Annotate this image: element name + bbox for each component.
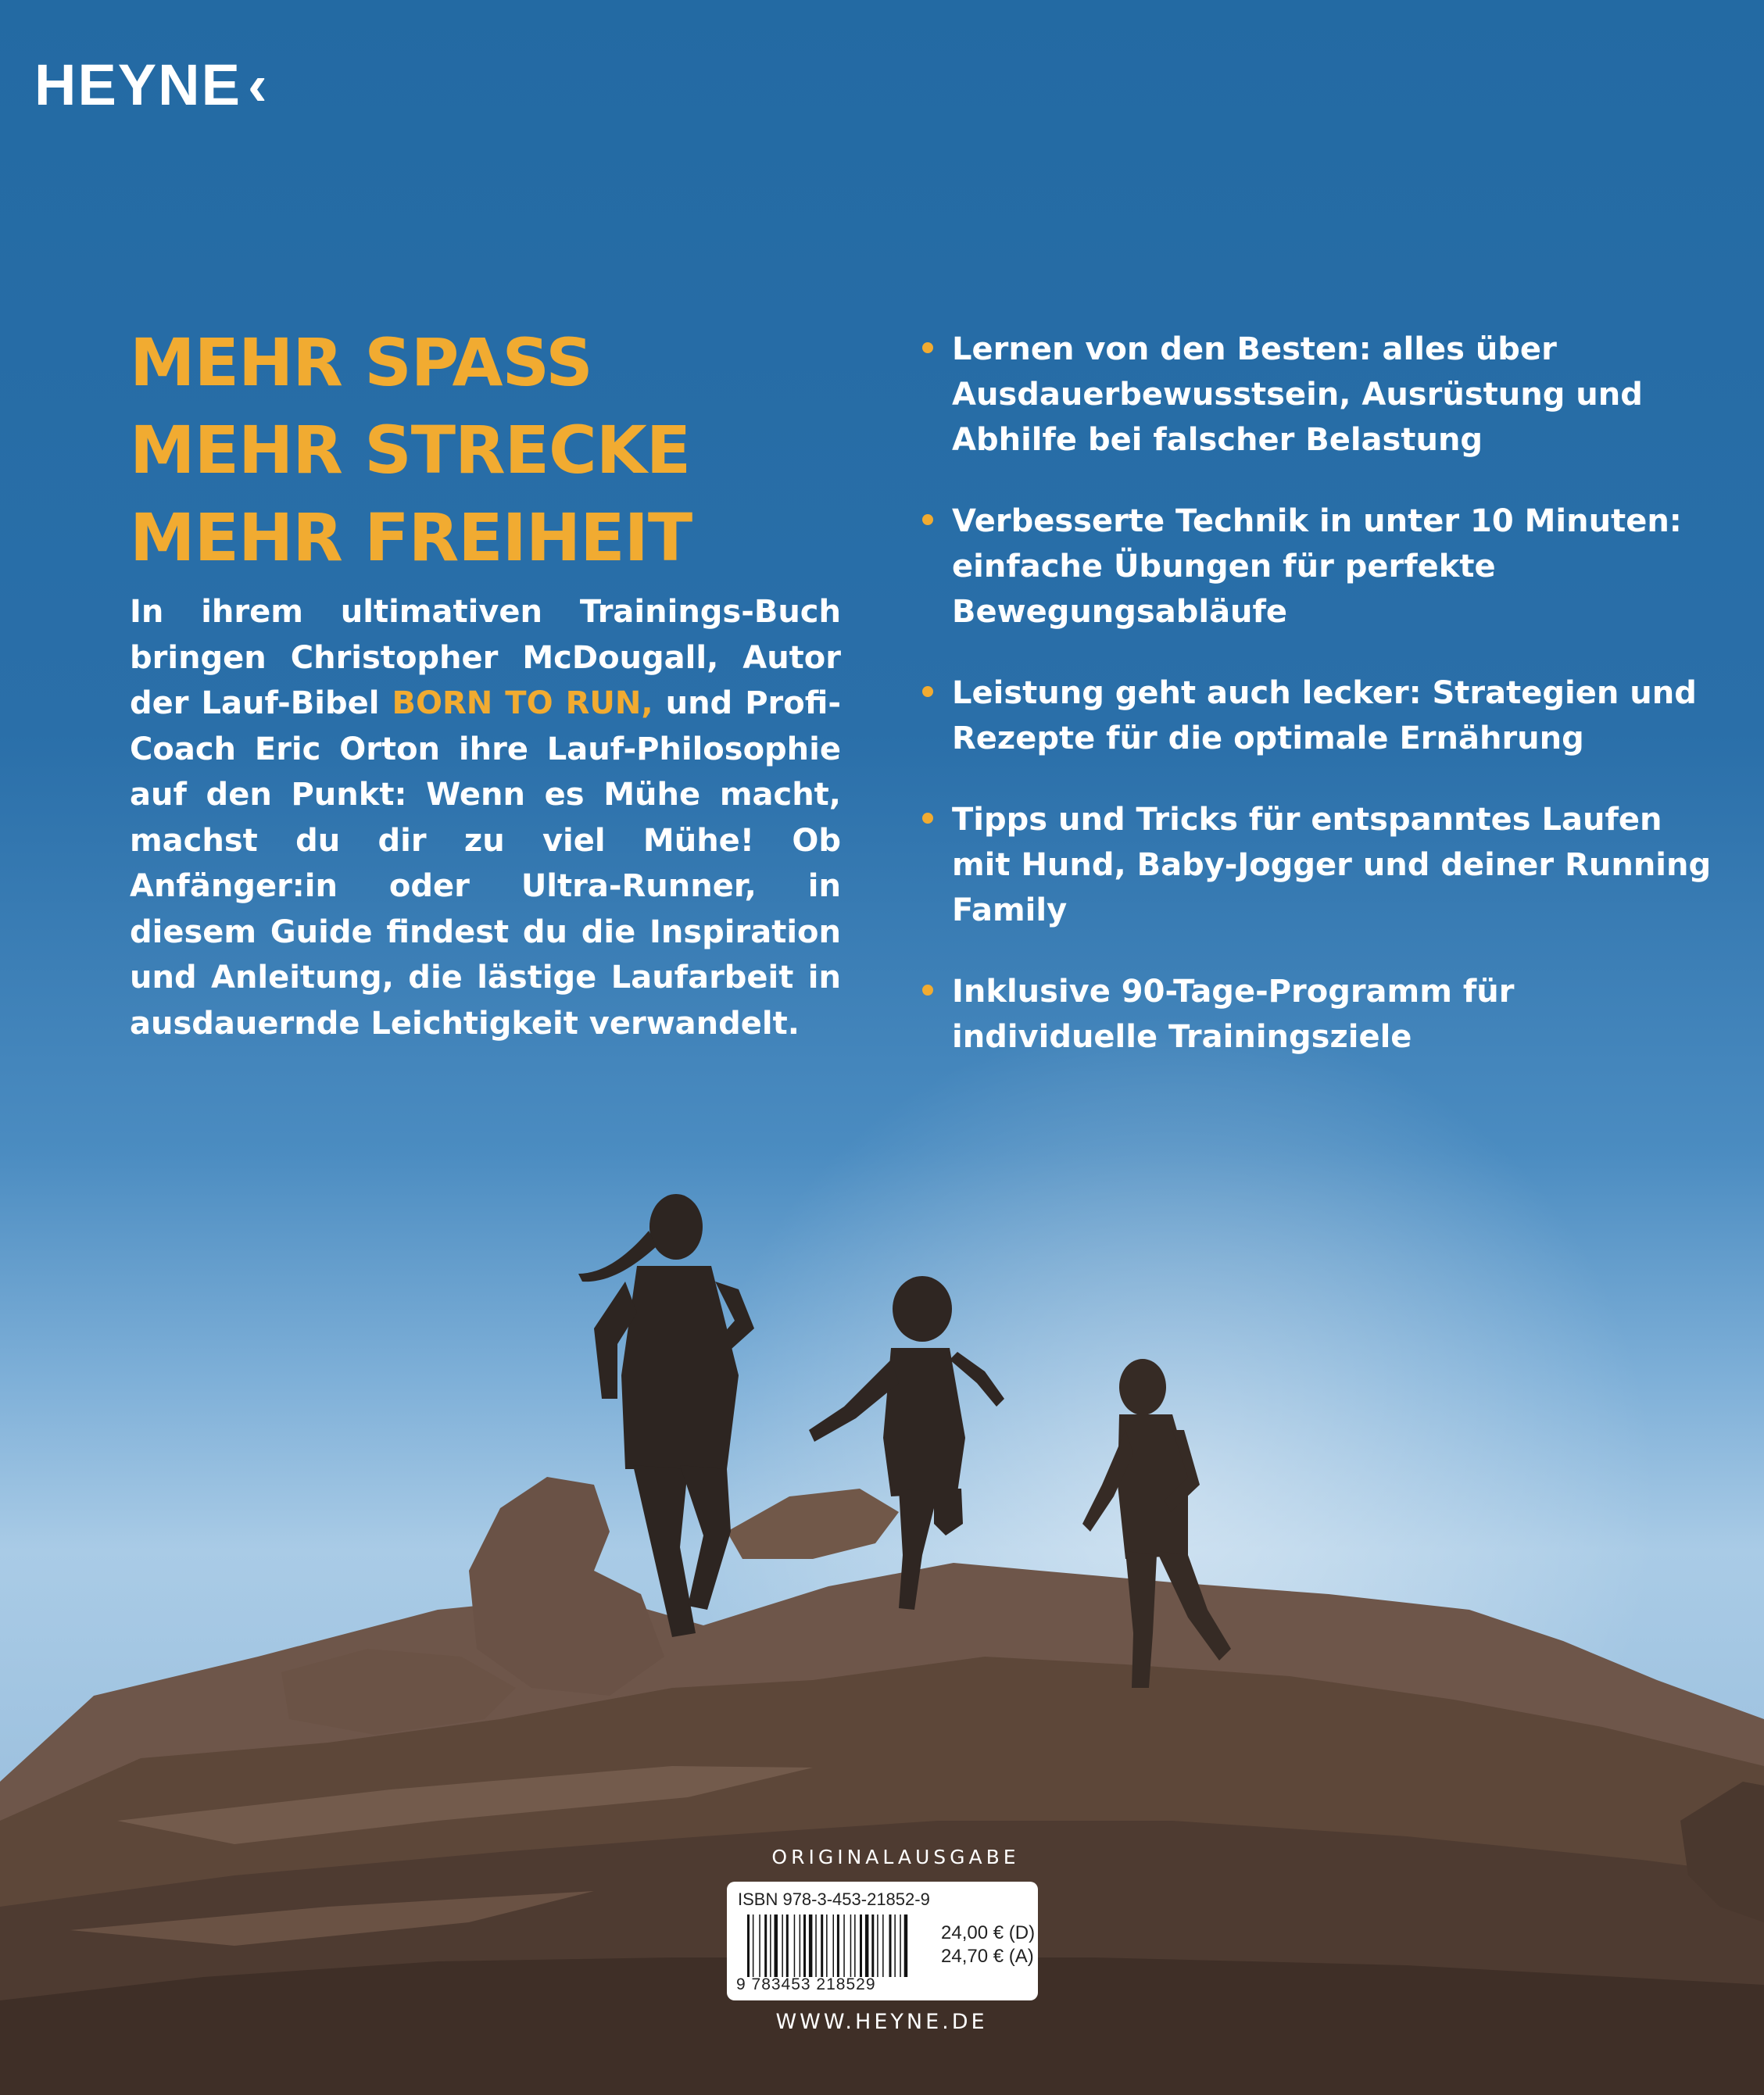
barcode-bars: [747, 1914, 941, 1977]
barcode-bar: [821, 1914, 823, 1977]
headline-line-1: MEHR SPASS: [130, 324, 592, 401]
edition-label: ORIGINALAUSGABE: [771, 1846, 1020, 1868]
feature-list: [922, 327, 1712, 1096]
description-part-1: In ihrem ultimativen Trainings-Buch bringen Christopher McDougall, Autor der Lauf-Bibel: [130, 594, 841, 721]
barcode-bar: [775, 1914, 778, 1977]
barcode-bar: [877, 1914, 878, 1977]
orange-dot-icon: [922, 985, 933, 996]
barcode-bar: [894, 1914, 896, 1977]
publisher-website: WWW.HEYNE.DE: [775, 2010, 988, 2034]
barcode-bar: [800, 1914, 801, 1977]
headline-line-2: MEHR STRECKE: [130, 412, 691, 488]
barcode-digits: 9 783453 218529: [736, 1975, 876, 1993]
description-part-2: und Profi-Coach Eric Orton ihre Lauf-Philosophie auf den Punkt: Wenn es Mühe macht, machst du dir zu viel Mühe! Ob Anfänger:in oder Ultra-Runner, in diesem Guide findest du die Inspiration und Anleitung, die lästige Laufarbeit in ausdauernde Leichtigkeit verwandelt.: [130, 685, 841, 1042]
list-item: [922, 969, 1712, 1060]
list-item: [922, 327, 1712, 463]
headline: [130, 319, 692, 581]
barcode-bar: [837, 1914, 839, 1977]
feature-text: Inklusive 90-Tage-Programm für individuelle Trainingsziele: [952, 974, 1515, 1055]
barcode-bar: [826, 1914, 828, 1977]
barcode-bar: [794, 1914, 796, 1977]
barcode-bar: [900, 1914, 901, 1977]
barcode-label: [727, 1882, 1038, 2000]
orange-dot-icon: [922, 686, 933, 697]
headline-line-3: MEHR FREIHEIT: [130, 499, 692, 576]
feature-text: Leistung geht auch lecker: Strategien und Rezepte für die optimale Ernährung: [952, 675, 1697, 756]
barcode-bar: [747, 1914, 750, 1977]
barcode-bar: [850, 1914, 852, 1977]
barcode-bar: [871, 1914, 874, 1977]
book-description: [130, 589, 841, 1046]
chevron-left-icon: ‹: [247, 52, 269, 117]
barcode-bar: [786, 1914, 789, 1977]
list-item: [922, 797, 1712, 933]
list-item: [922, 499, 1712, 635]
book-title-highlight: BORN TO RUN,: [392, 685, 653, 721]
barcode-bar: [759, 1914, 760, 1977]
feature-text: Verbesserte Technik in unter 10 Minuten: einfache Übungen für perfekte Bewegungsabläufe: [952, 503, 1682, 630]
barcode-bar: [753, 1914, 754, 1977]
barcode-bar: [865, 1914, 869, 1977]
barcode-bar: [843, 1914, 845, 1977]
barcode-bar: [764, 1914, 767, 1977]
barcode-bar: [889, 1914, 892, 1977]
feature-text: Lernen von den Besten: alles über Ausdauerbewusstsein, Ausrüstung und Abhilfe bei falscher Belastung: [952, 331, 1643, 458]
barcode-bar: [809, 1914, 813, 1977]
publisher-name: HEYNE: [34, 52, 242, 117]
orange-dot-icon: [922, 342, 933, 353]
barcode-bar: [815, 1914, 817, 1977]
publisher-logo: [34, 52, 269, 117]
isbn-number: ISBN 978-3-453-21852-9: [738, 1889, 930, 1909]
barcode-bar: [770, 1914, 771, 1977]
price-germany: 24,00 € (D): [941, 1922, 1036, 1943]
barcode-bar: [860, 1914, 862, 1977]
barcode-bar: [803, 1914, 806, 1977]
price-austria: 24,70 € (A): [941, 1946, 1034, 1967]
barcode-bar: [854, 1914, 856, 1977]
barcode-bar: [882, 1914, 884, 1977]
barcode-bar: [833, 1914, 835, 1977]
barcode-bar: [904, 1914, 908, 1977]
orange-dot-icon: [922, 813, 933, 824]
orange-dot-icon: [922, 514, 933, 525]
barcode-bar: [782, 1914, 783, 1977]
list-item: [922, 670, 1712, 761]
feature-text: Tipps und Tricks für entspanntes Laufen mit Hund, Baby-Jogger und deiner Running Family: [952, 802, 1712, 928]
